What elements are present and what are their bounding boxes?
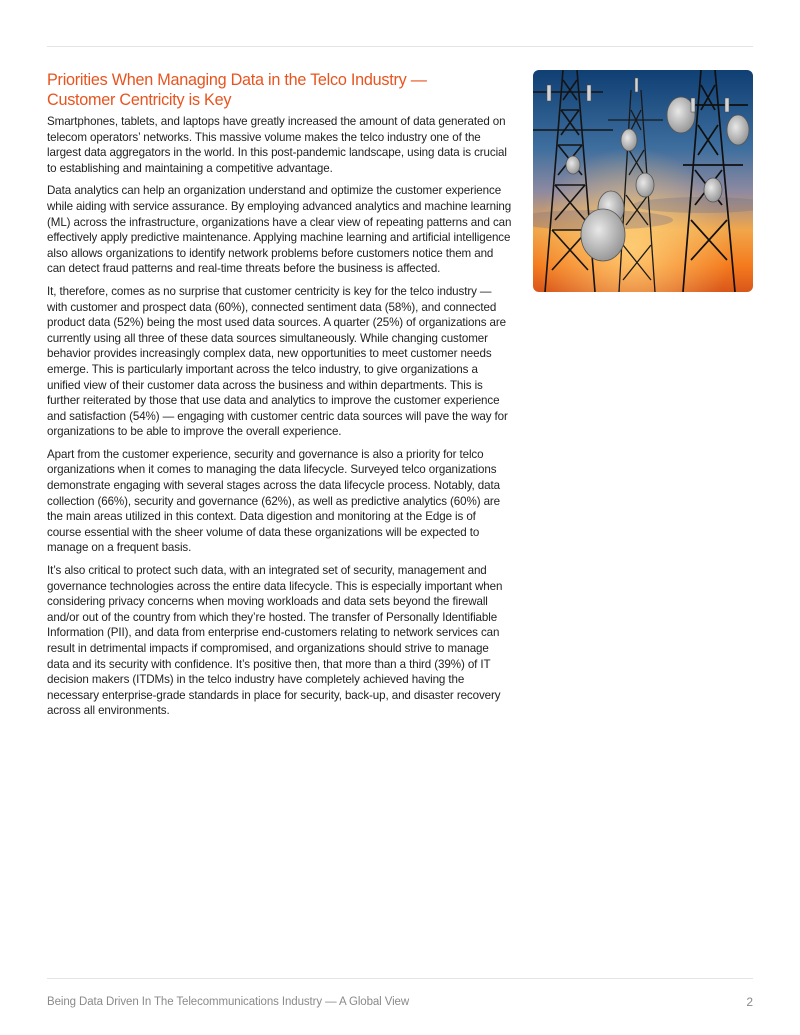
page-number: 2 bbox=[746, 995, 753, 1009]
paragraph-customer-centricity: It, therefore, comes as no surprise that customer centricity is key for the telco industry — with customer and prospect data (60%), connected sentiment data (58%), and connected product data (52%) being the most used data sources. A quarter (25%) of organizations are currently using all three of these data sources simultaneously. While changing customer behavior provides increasingly complex data, new opportunities to meet customer needs emerge. This is particularly important across the telco industry, to give organizations a unified view of their customer data across the business and within departments. This is further reiterated by those that use data and analytics to improve the customer experience and satisfaction (54%) — engaging with customer centric data sources will pave the way for organizations to be able to improve the overall experience. bbox=[47, 284, 508, 439]
paragraph-data-protection: It’s also critical to protect such data, with an integrated set of security, management and governance technologies across the entire data lifecycle. This is especially important when considering privacy concerns when moving workloads and data sets beyond the firewall and/or out of the country from which they’re hosted. The transfer of Personally Identifiable Information (PII), and data from enterprise end-customers relating to network services can result in detrimental impacts if compromised, and organizations should strive to manage data and its security with confidence. It’s positive then, that more than a third (39%) of IT decision makers (ITDMs) in the telco industry have completely achieved having the necessary enterprise-grade standards in place for security, back-up, and disaster recovery across all environments. bbox=[47, 564, 503, 718]
article-title-line-2: Customer Centricity is Key bbox=[47, 91, 232, 109]
paragraph-analytics: Data analytics can help an organization understand and optimize the customer experience while aiding with service assurance. By employing advanced analytics and machine learning (ML) across the infrastructure, organizations have a clear view of repeating patterns and can effectively apply predictive maintenance. Applying machine learning and artificial intelligence also allows organizations to identify network problems before customers notice them and can detect fraud patterns and real-time threats before the business is affected. bbox=[47, 184, 512, 276]
footer-document-title: Being Data Driven In The Telecommunications Industry — A Global View bbox=[47, 996, 410, 1008]
paragraph-intro: Smartphones, tablets, and laptops have greatly increased the amount of data generated on telecom operators’ networks. This massive volume makes the telco industry one of the largest data aggregators in the world. In this post-pandemic landscape, using data is crucial to establishing and maintaining a competitive advantage. bbox=[47, 115, 507, 175]
header-divider bbox=[47, 46, 753, 47]
article bbox=[47, 70, 512, 726]
telecom-towers-photo bbox=[533, 70, 753, 292]
article-title bbox=[47, 70, 512, 110]
article-title-line-1: Priorities When Managing Data in the Telco Industry — bbox=[47, 71, 427, 89]
paragraph-security-governance: Apart from the customer experience, security and governance is also a priority for telco organizations when it comes to managing the data lifecycle. Surveyed telco organizations demonstrate engaging with several stages across the data lifecycle process. Notably, data collection (66%), security and governance (62%), as well as predictive analytics (60%) are the main areas utilized in this context. Data digestion and monitoring at the Edge is of course essential with the sheer volume of data these organizations will be expected to manage on a frequent basis. bbox=[47, 447, 501, 555]
footer-divider bbox=[47, 978, 753, 979]
